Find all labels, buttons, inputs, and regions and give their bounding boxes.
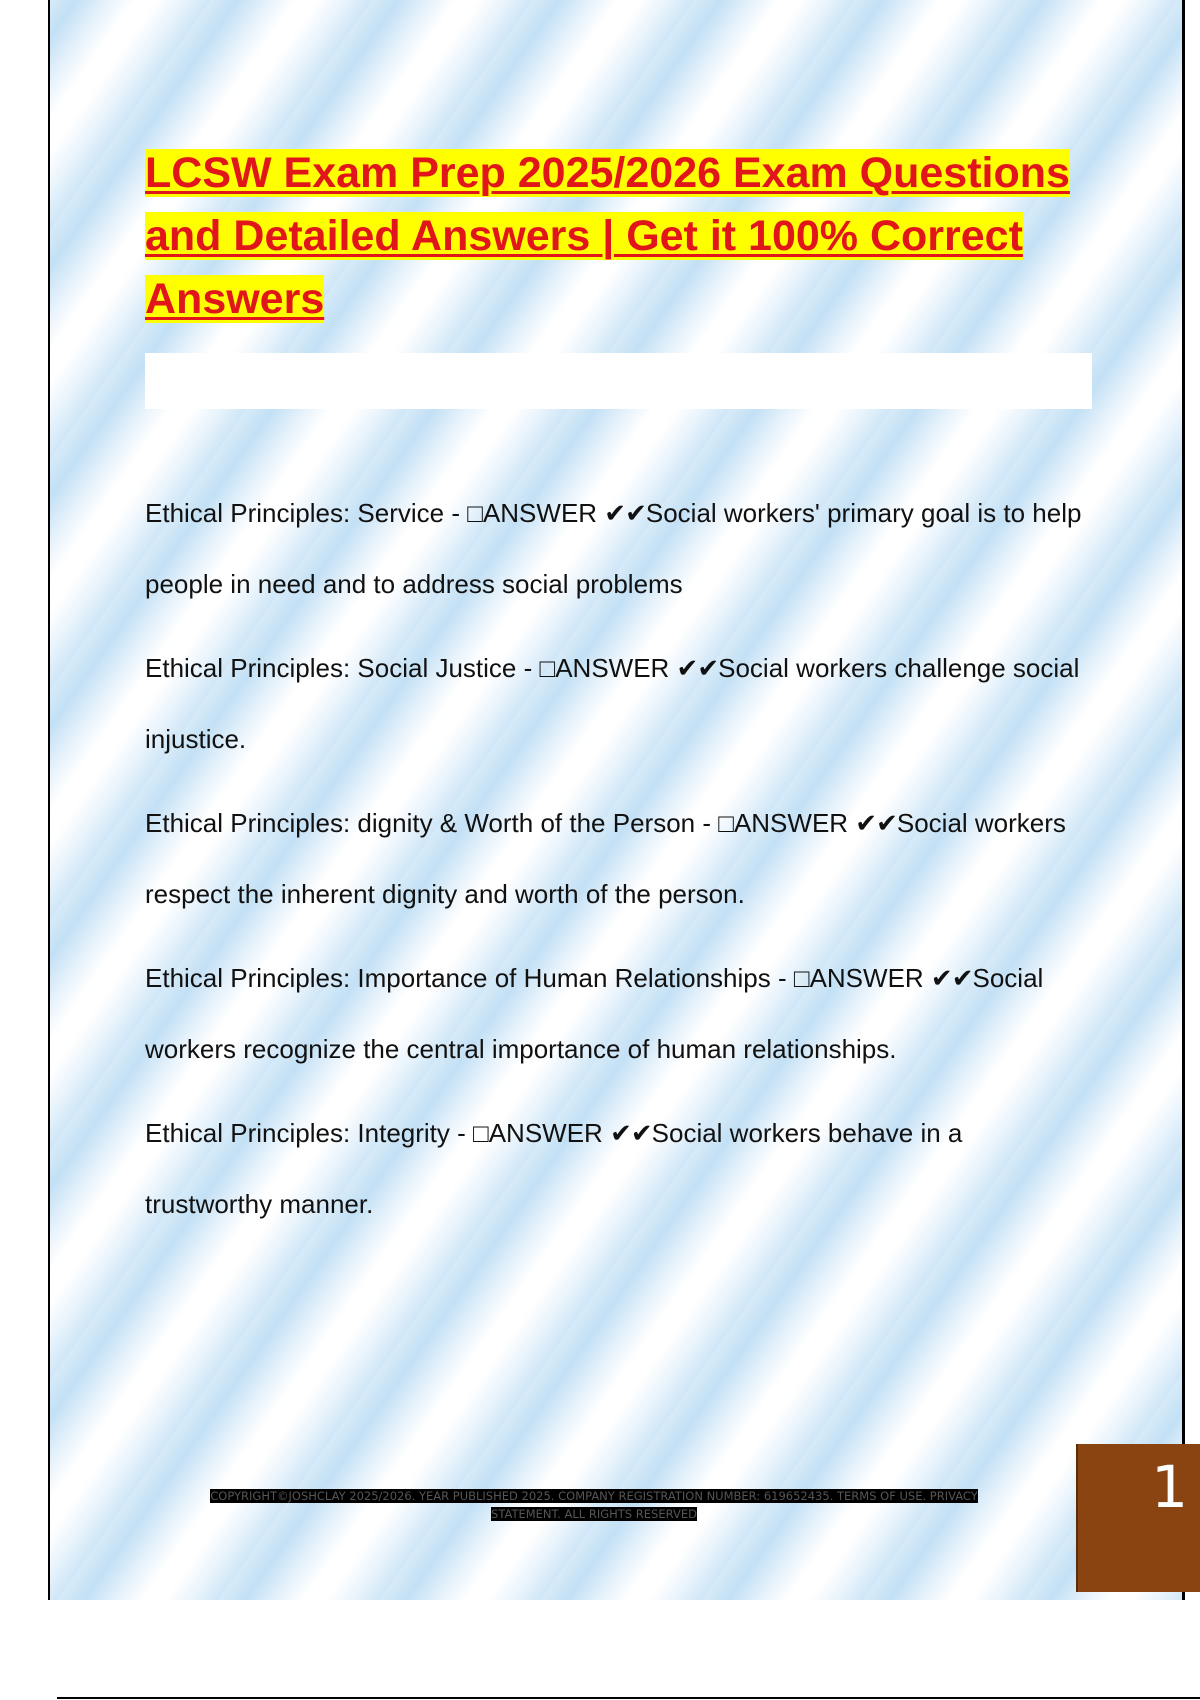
answer-text: Social workers' primary goal is to help people in need and to address social problems: [145, 498, 1082, 599]
question-term: Ethical Principles: Social Justice: [145, 653, 517, 683]
double-check-icon: ✔✔: [930, 963, 973, 993]
answer-marker: □ANSWER: [539, 653, 677, 683]
document-title: LCSW Exam Prep 2025/2026 Exam Questions and Detailed Answers | Get it 100% Correct Answers: [145, 149, 1070, 323]
double-check-icon: ✔✔: [676, 653, 719, 683]
answer-marker: □ANSWER: [793, 963, 931, 993]
answer-marker: □ANSWER: [718, 808, 856, 838]
copyright-footer: [178, 1487, 1010, 1523]
question-term: Ethical Principles: Service: [145, 498, 445, 528]
separator: -: [444, 498, 468, 528]
answer-text: Social workers challenge social injustice.: [145, 653, 1080, 754]
qa-item: [145, 943, 1090, 1085]
double-check-icon: ✔✔: [855, 808, 897, 838]
copyright-text: COPYRIGHT©JOSHCLAY 2025/2026. YEAR PUBLISHED 2025. COMPANY REGISTRATION NUMBER: 619652435. TERMS OF USE. PRIVACY STATEMENT. ALL RIGHTS RESERVED: [210, 1489, 978, 1521]
answer-text: Social workers respect the inherent dignity and worth of the person.: [145, 808, 1066, 909]
separator: -: [770, 963, 794, 993]
qa-item: [145, 633, 1090, 775]
answer-marker: □ANSWER: [467, 498, 605, 528]
page-number-box: [1076, 1444, 1200, 1592]
question-term: Ethical Principles: Integrity: [145, 1118, 450, 1148]
answer-text: Social workers recognize the central importance of human relationships.: [145, 963, 1044, 1064]
page-number: 1: [1151, 1453, 1188, 1521]
separator: -: [695, 808, 719, 838]
double-check-icon: ✔✔: [604, 498, 646, 528]
qa-item: [145, 1098, 1090, 1240]
separator: -: [516, 653, 540, 683]
left-margin-rule: [48, 0, 50, 1600]
qa-list: [145, 478, 1090, 1253]
qa-item: [145, 478, 1090, 620]
blank-bar: [145, 353, 1092, 409]
bottom-rule: [57, 1697, 1200, 1699]
answer-marker: □ANSWER: [473, 1118, 611, 1148]
question-term: Ethical Principles: dignity & Worth of the Person: [145, 808, 696, 838]
qa-item: [145, 788, 1090, 930]
answer-text: Social workers behave in a trustworthy manner.: [145, 1118, 963, 1219]
right-margin-rule: [1182, 0, 1185, 1600]
double-check-icon: ✔✔: [610, 1118, 652, 1148]
separator: -: [449, 1118, 474, 1148]
question-term: Ethical Principles: Importance of Human Relationships: [145, 963, 771, 993]
